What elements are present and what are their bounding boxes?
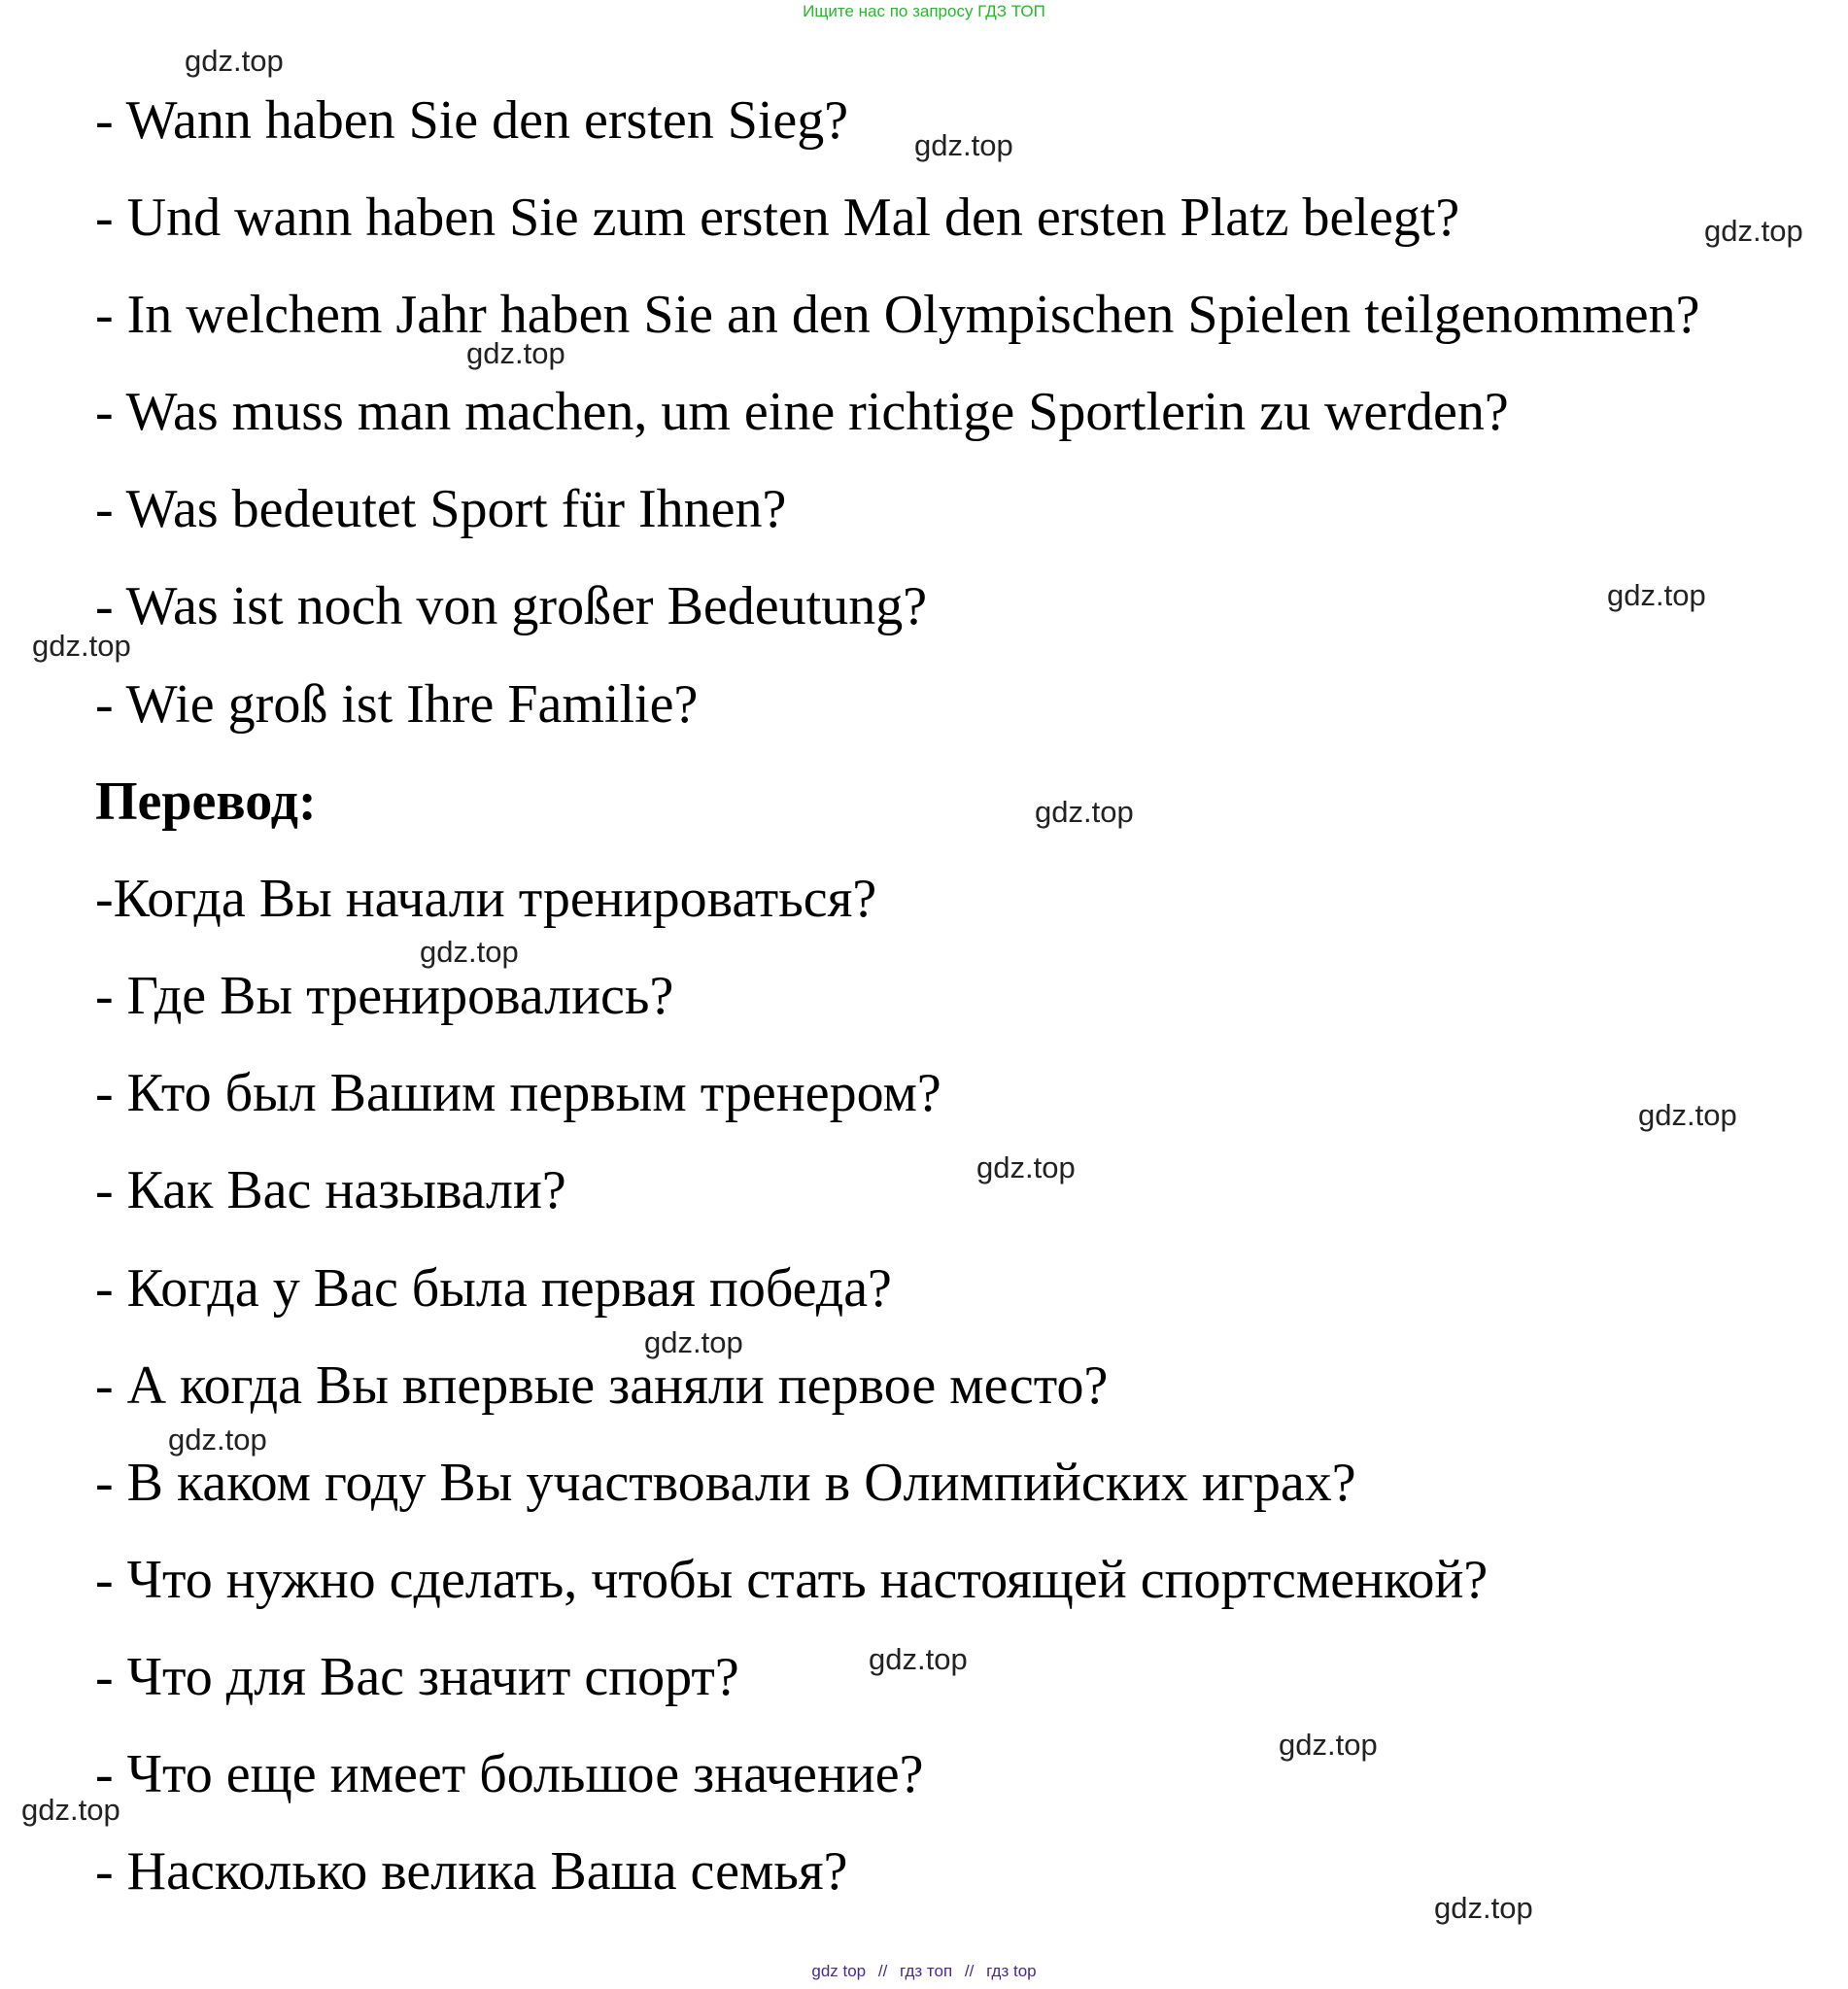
- german-question: - Was bedeutet Sport für Ihnen?: [95, 479, 787, 539]
- watermark: gdz.top: [1704, 214, 1803, 248]
- footer: [0, 1962, 1848, 1981]
- footer-separator: //: [964, 1962, 975, 1980]
- german-question: - Wie groß ist Ihre Familie?: [95, 674, 699, 735]
- german-question: - Wann haben Sie den ersten Sieg?: [95, 90, 849, 151]
- russian-question: - Кто был Вашим первым тренером?: [95, 1063, 941, 1123]
- watermark: gdz.top: [32, 629, 131, 663]
- russian-question: - Где Вы тренировались?: [95, 966, 674, 1026]
- watermark: gdz.top: [644, 1325, 743, 1359]
- top-banner: Ищите нас по запросу ГДЗ ТОП: [803, 2, 1045, 20]
- german-question: - Und wann haben Sie zum ersten Mal den ersten Platz belegt?: [95, 188, 1460, 248]
- watermark: gdz.top: [168, 1423, 267, 1457]
- watermark: gdz.top: [21, 1793, 120, 1827]
- watermark: gdz.top: [1638, 1098, 1737, 1132]
- watermark: gdz.top: [869, 1642, 968, 1676]
- watermark: gdz.top: [420, 935, 519, 969]
- footer-link-3[interactable]: гдз top: [986, 1962, 1037, 1980]
- watermark: gdz.top: [466, 336, 565, 370]
- watermark: gdz.top: [185, 44, 284, 78]
- watermark: gdz.top: [1035, 795, 1134, 829]
- russian-question: - Что нужно сделать, чтобы стать настоящей спортсменкой?: [95, 1550, 1489, 1610]
- russian-question: -Когда Вы начали тренироваться?: [95, 869, 877, 929]
- watermark: gdz.top: [914, 128, 1013, 162]
- russian-question: - Что еще имеет большое значение?: [95, 1744, 924, 1804]
- german-question: - Was ist noch von großer Bedeutung?: [95, 576, 928, 636]
- footer-link-2[interactable]: гдз топ: [900, 1962, 953, 1980]
- watermark: gdz.top: [1607, 578, 1706, 612]
- german-question: - Was muss man machen, um eine richtige Sportlerin zu werden?: [95, 382, 1509, 442]
- footer-link-1[interactable]: gdz top: [811, 1962, 867, 1980]
- russian-question: - Когда у Вас была первая победа?: [95, 1258, 892, 1319]
- translation-heading: Перевод:: [95, 772, 317, 832]
- russian-question: - Как Вас называли?: [95, 1160, 566, 1220]
- russian-question: - А когда Вы впервые заняли первое место?: [95, 1355, 1109, 1416]
- footer-separator: //: [877, 1962, 888, 1980]
- watermark: gdz.top: [1279, 1728, 1378, 1762]
- russian-question: - Что для Вас значит спорт?: [95, 1647, 739, 1707]
- russian-question: - В каком году Вы участвовали в Олимпийских играх?: [95, 1453, 1356, 1513]
- watermark: gdz.top: [976, 1150, 1076, 1184]
- german-question: - In welchem Jahr haben Sie an den Olympischen Spielen teilgenommen?: [95, 285, 1700, 345]
- watermark: gdz.top: [1434, 1891, 1533, 1925]
- russian-question: - Насколько велика Ваша семья?: [95, 1841, 848, 1902]
